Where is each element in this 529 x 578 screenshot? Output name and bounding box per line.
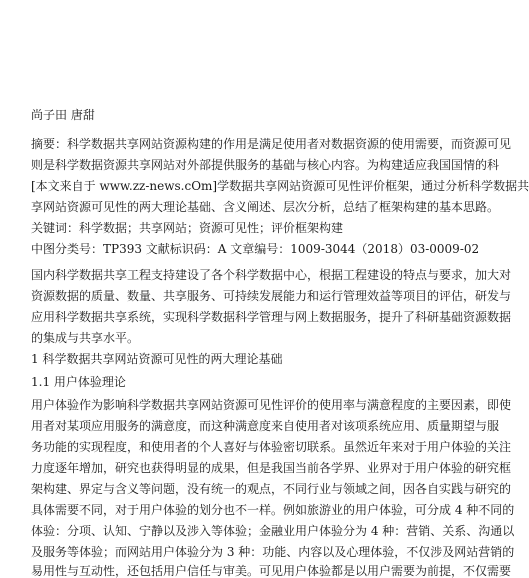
body-line-4: 力度逐年增加，研究也获得明显的成果，但是我国当前各学界、业界对于用户体验的研究框 [31,461,512,475]
authors: 尚子田 唐甜 [31,108,95,122]
body-line-9: 易用性与互动性，还包括用户信任与审美。可见用户体验都是以用户需要为前提，不仅需要 [31,564,512,578]
abstract-line-3: [本文来自于 www.zz-news.cOm]学数据共享网站资源可见性评价框架，通过分析科学数据共 [31,179,529,193]
body-line-2: 用者对某项应用服务的满意度，而这种满意度来自使用者对该项系统应用、质量期望与服 [31,419,500,433]
abstract-line-1: 摘要：科学数据共享网站资源构建的作用是满足使用者对数据资源的使用需要，而资源可见 [31,137,512,151]
body-line-8: 及服务等体验；而网站用户体验分为 3 种：功能、内容以及心理体验，不仅涉及网站营销的 [31,545,515,559]
intro-line-2: 资源数据的质量、数量、共享服务、可持续发展能力和运行管理效益等项目的评估，研发与 [31,289,512,303]
body-line-7: 体验：分项、认知、宁静以及涉入等体验；金融业用户体验分为 4 种：营销、关系、沟通以 [31,524,515,538]
body-line-3: 务功能的实现程度，和使用者的个人喜好与体验密切联系。虽然近年来对于用户体验的关注 [31,440,512,454]
body-line-5: 架构建、界定与含义等问题，没有统一的观点，不同行业与领域之间，因各自实践与研究的 [31,482,512,496]
classification: 中图分类号：TP393 文献标识码：A 文章编号：1009-3044（2018）03-0009-02 [31,242,480,256]
section-1-title: 1 科学数据共享网站资源可见性的两大理论基础 [31,352,283,366]
intro-line-1: 国内科学数据共享工程支持建设了各个科学数据中心，根据工程建设的特点与要求，加大对 [31,268,512,282]
abstract-line-2: 则是科学数据资源共享网站对外部提供服务的基础与核心内容。为构建适应我国国情的科 [31,158,500,172]
body-line-6: 具体需要不同，对于用户体验的划分也不一样。例如旅游业的用户体验，可分成 4 种不同的 [31,503,515,517]
intro-line-4: 的集成与共享水平。 [31,331,140,345]
section-1-1-title: 1.1 用户体验理论 [31,375,126,389]
body-line-1: 用户体验作为影响科学数据共享网站资源可见性评价的使用率与满意程度的主要因素，即使 [31,398,512,412]
abstract-line-4: 享网站资源可见性的两大理论基础、含义阐述、层次分析，总结了框架构建的基本思路。 [31,200,500,214]
keywords: 关键词：科学数据；共享网站；资源可见性；评价框架构建 [31,221,344,235]
intro-line-3: 应用科学数据共享系统，实现科学数据科学管理与网上数据服务，提升了科研基础资源数据 [31,310,512,324]
